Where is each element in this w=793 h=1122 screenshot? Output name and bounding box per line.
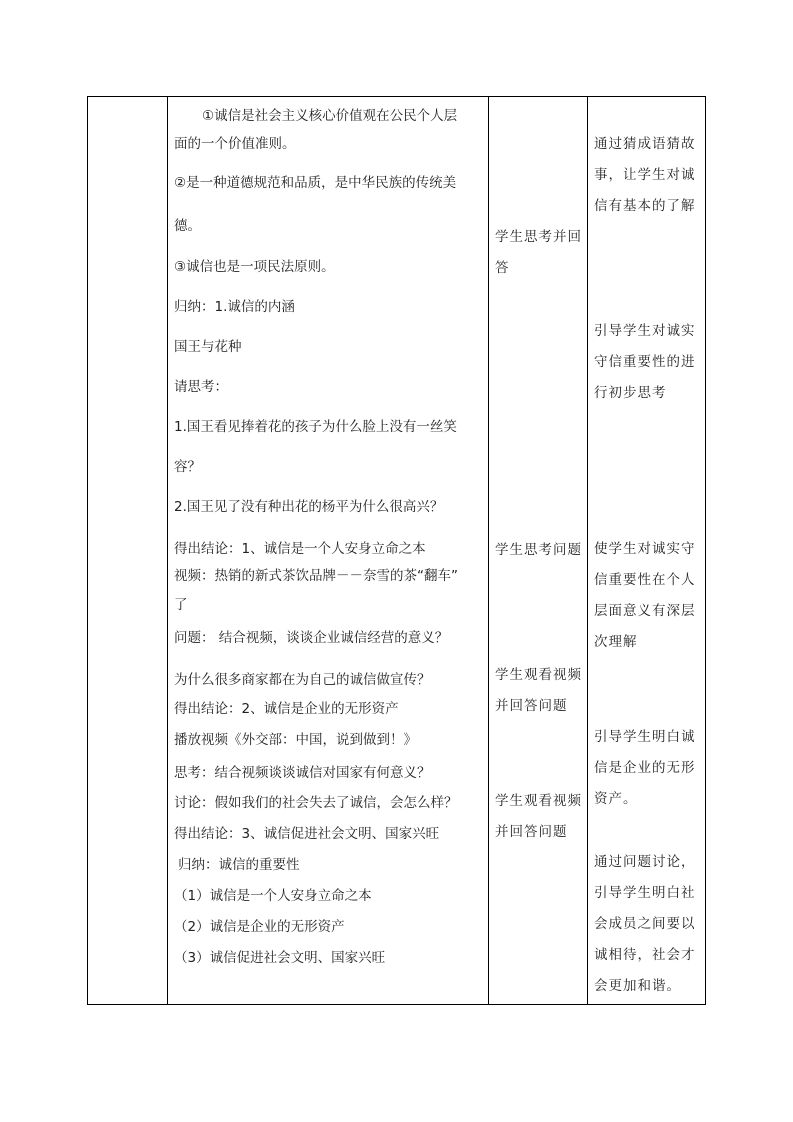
design-intent: 引导学生明白诚信是企业的无形资产。 xyxy=(594,729,696,807)
content-line: 1.国王看见捧着花的孩子为什么脸上没有一丝笑 xyxy=(174,419,457,435)
content-line: 面的一个价值准则。 xyxy=(174,136,296,152)
content-line: 思考：结合视频谈谈诚信对国家有何意义？ xyxy=(174,765,431,781)
content-line: 讨论：假如我们的社会失去了诚信，会怎么样？ xyxy=(174,795,458,811)
content-line: 国王与花种 xyxy=(174,339,242,355)
design-intent-cell xyxy=(588,97,706,1004)
content-line: （2）诚信是企业的无形资产 xyxy=(174,919,345,935)
design-intent: 通过猜成语猜故事，让学生对诚信有基本的了解 xyxy=(594,136,696,214)
content-line: 归纳：1.诚信的内涵 xyxy=(174,299,295,315)
content-line: ③诚信也是一项民法原则。 xyxy=(174,259,335,275)
design-intent: 通过问题讨论，引导学生明白社会成员之间要以诚相待，社会才会更加和谐。 xyxy=(594,854,696,994)
content-line: 请思考： xyxy=(174,379,228,395)
content-line: 得出结论：2、诚信是企业的无形资产 xyxy=(174,701,399,717)
content-line: 了 xyxy=(174,597,188,613)
content-line: ①诚信是社会主义核心价值观在公民个人层 xyxy=(202,108,458,124)
content-line: 为什么很多商家都在为自己的诚信做宣传？ xyxy=(174,672,431,688)
content-line: 容？ xyxy=(174,459,201,475)
content-line: （3）诚信促进社会文明、国家兴旺 xyxy=(174,950,386,966)
content-line: 问题： 结合视频，谈谈企业诚信经营的意义？ xyxy=(174,630,449,646)
content-line: ②是一种道德规范和品质，是中华民族的传统美 xyxy=(174,175,457,191)
content-line: 德。 xyxy=(174,218,201,234)
student-activity: 学生思考问题 xyxy=(495,542,582,558)
design-intent: 使学生对诚实守信重要性在个人层面意义有深层次理解 xyxy=(594,541,696,650)
content-cell xyxy=(168,97,488,1004)
content-line: 得出结论：3、诚信促进社会文明、国家兴旺 xyxy=(174,826,440,842)
student-activity: 学生观看视频并回答问题 xyxy=(495,667,582,714)
content-line: 播放视频《外交部：中国，说到做到！》 xyxy=(174,732,417,748)
content-line: 2.国王见了没有种出花的杨平为什么很高兴？ xyxy=(174,499,444,515)
content-line: 视频：热销的新式茶饮品牌－－奈雪的茶“翻车” xyxy=(174,568,458,584)
content-line: （1）诚信是一个人安身立命之本 xyxy=(174,888,372,904)
student-activity-cell xyxy=(489,97,587,1004)
content-line: 归纳：诚信的重要性 xyxy=(178,857,300,873)
empty-cell xyxy=(88,97,167,1004)
student-activity: 学生思考并回答 xyxy=(495,229,582,276)
design-intent: 引导学生对诚实守信重要性的进行初步思考 xyxy=(594,323,696,401)
content-line: 得出结论：1、诚信是一个人安身立命之本 xyxy=(174,541,426,557)
student-activity: 学生观看视频并回答问题 xyxy=(495,793,582,840)
lesson-table xyxy=(87,96,706,1005)
